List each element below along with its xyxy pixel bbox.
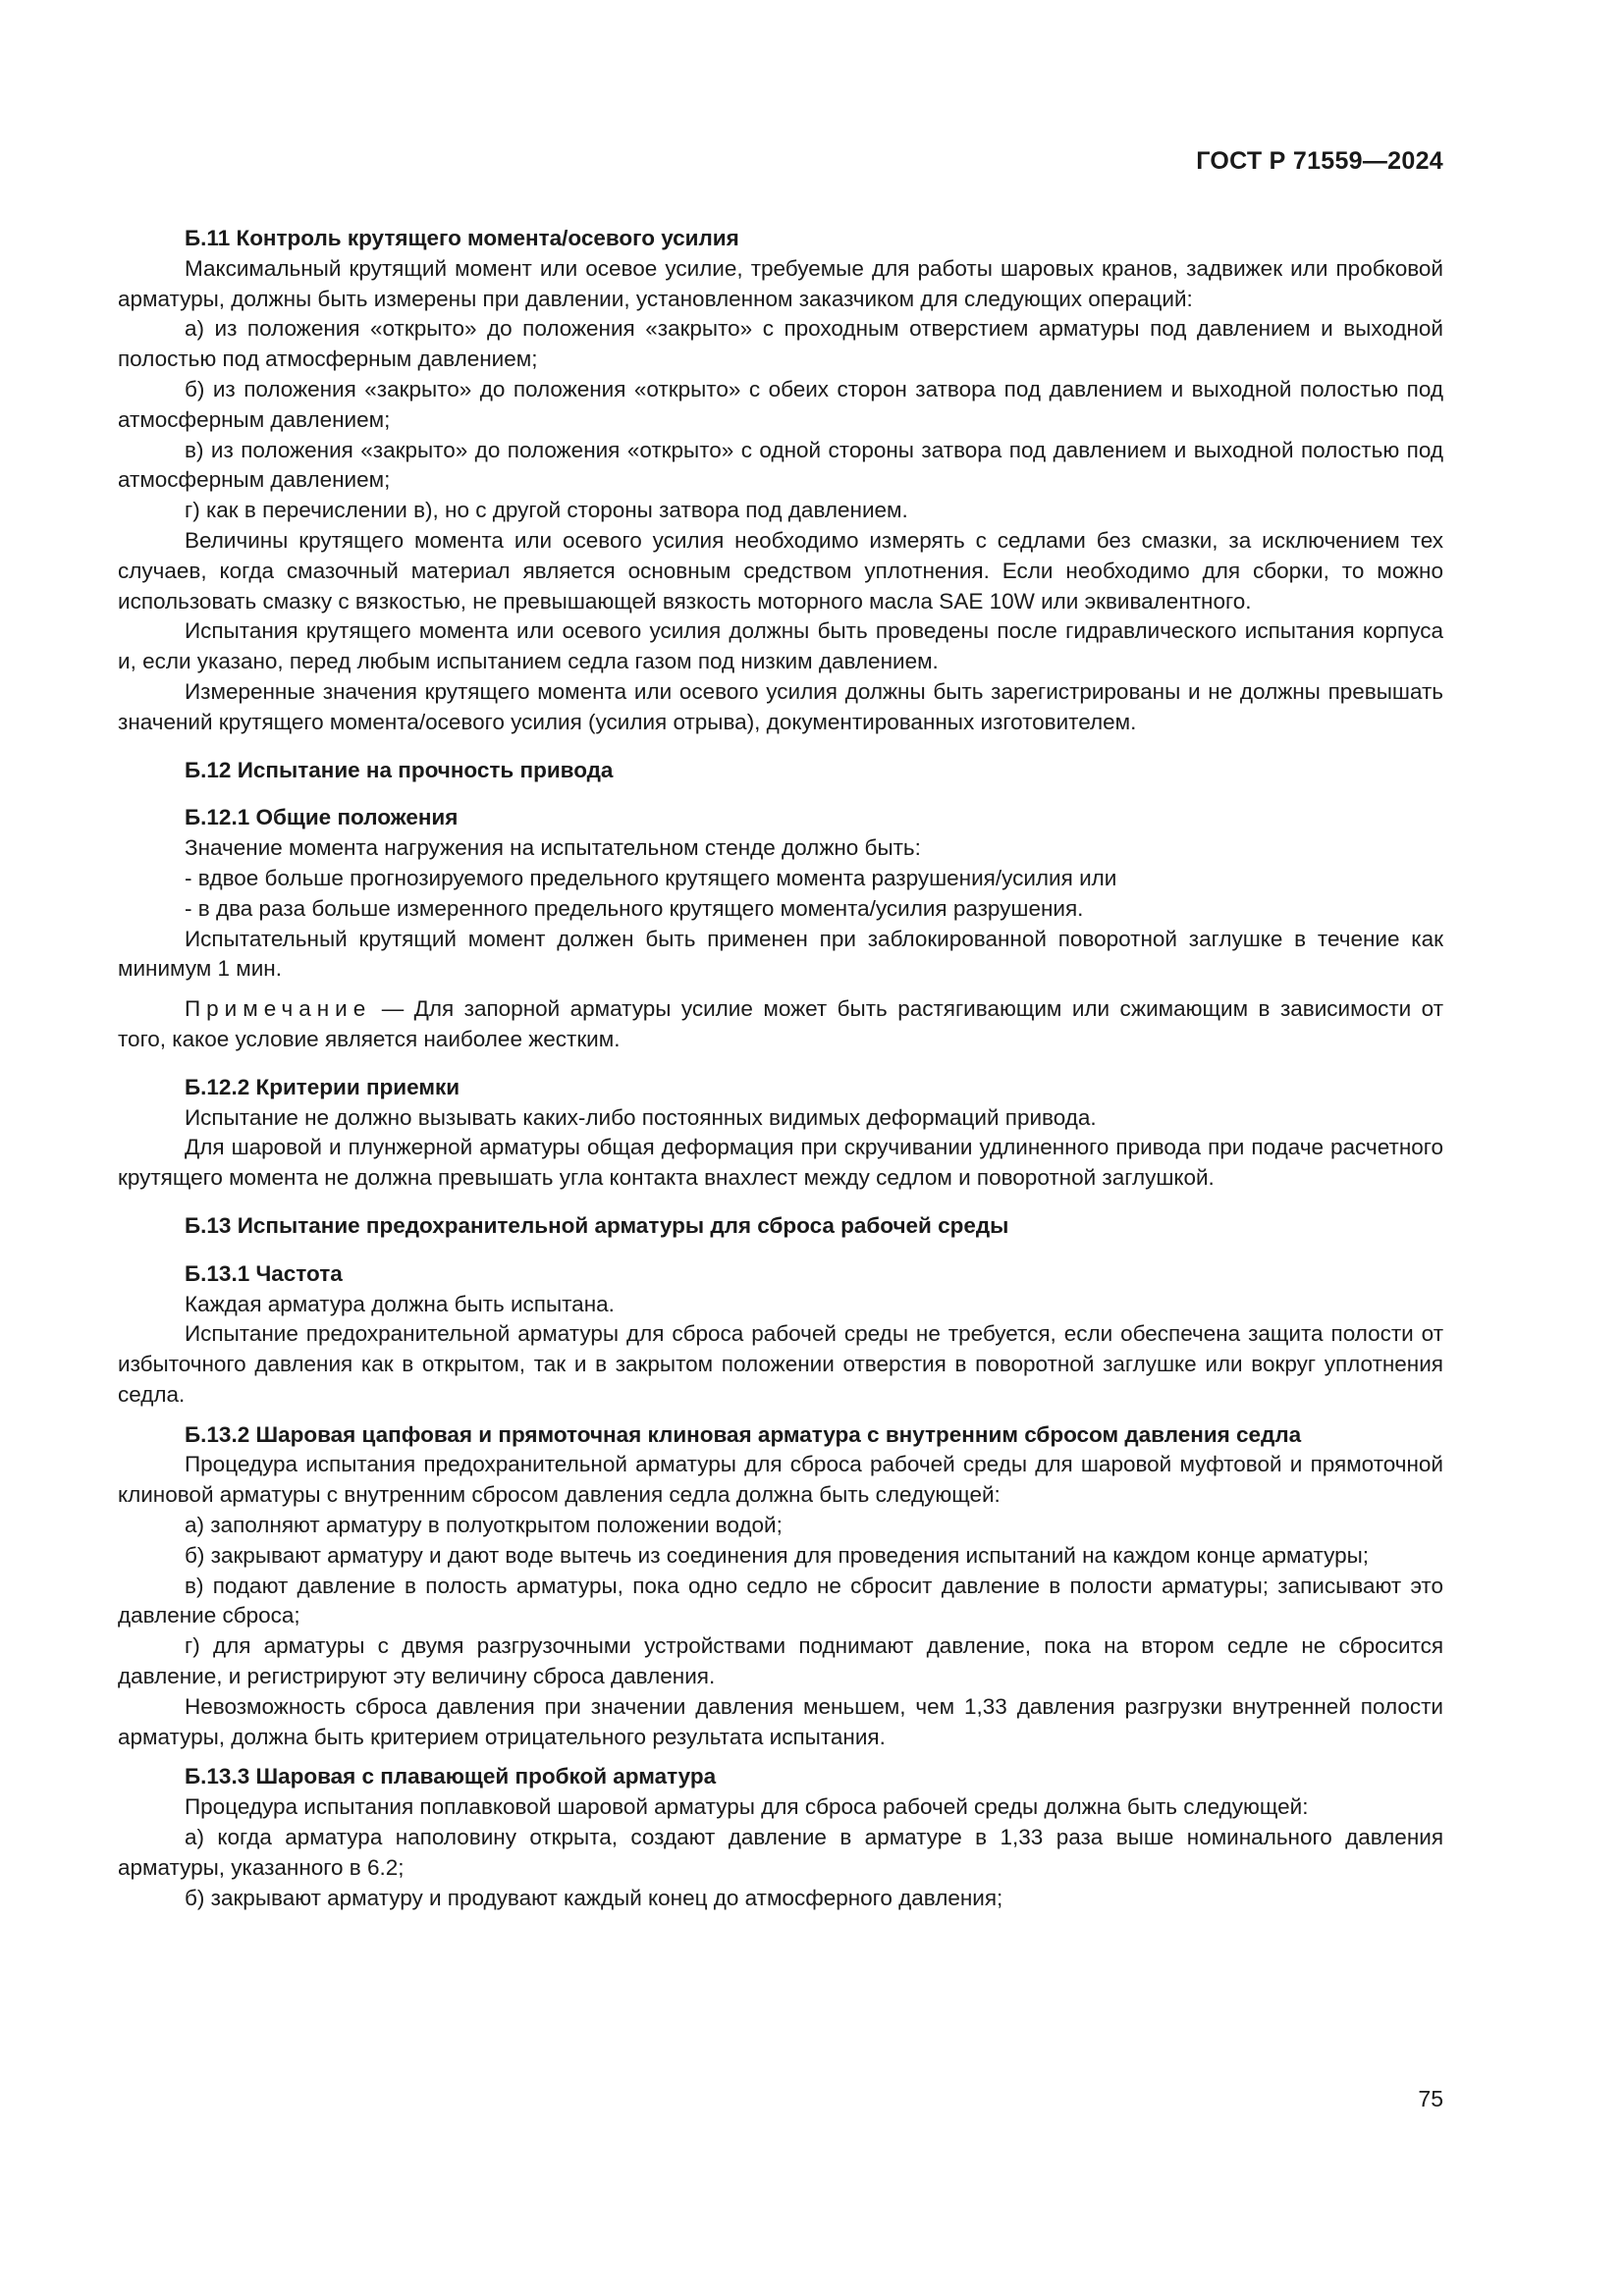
list-item: - в два раза больше измеренного предельного крутящего момента/усилия разрушения. (185, 895, 1084, 921)
note-label: Примечание (185, 996, 372, 1022)
note-text: — Для запорной арматуры усилие может быть растягивающим или сжимающим в зависимости от того, какое условие является наиболее жестким. (118, 996, 1443, 1051)
document-code-header: ГОСТ Р 71559—2024 (1196, 147, 1443, 175)
page-number: 75 (1418, 2086, 1443, 2111)
section-title-b11: Б.11 Контроль крутящего момента/осевого усилия (185, 226, 739, 250)
paragraph: Невозможность сброса давления при значении давления меньшем, чем 1,33 давления разгрузки внутренней полости арматуры, должна быть критерием отрицательного результата испытания. (118, 1693, 1443, 1749)
subsection-title-b13-1: Б.13.1 Частота (185, 1260, 343, 1286)
paragraph: Процедура испытания предохранительной арматуры для сброса рабочей среды для шаровой муфтовой и прямоточной клиновой арматуры с внутренним сбросом давления седла должна быть следующей: (118, 1452, 1443, 1508)
subsection-title-b12-1: Б.12.1 Общие положения (185, 805, 459, 830)
list-item: г) для арматуры с двумя разгрузочными устройствами поднимают давление, пока на втором седле не сбросится давление, и регистрируют эту величину сброса давления. (118, 1633, 1443, 1689)
subsection-title-b12-2: Б.12.2 Критерии приемки (185, 1074, 460, 1099)
paragraph: Значение момента нагружения на испытательном стенде должно быть: (185, 835, 921, 861)
paragraph: Процедура испытания поплавковой шаровой арматуры для сброса рабочей среды должна быть следующей: (185, 1794, 1309, 1820)
document-body (118, 224, 1443, 1913)
list-item: - вдвое больше прогнозируемого предельного крутящего момента разрушения/усилия или (185, 865, 1117, 890)
list-item: б) из положения «закрыто» до положения «открыто» с обеих сторон затвора под давлением и выходной полостью под атмосферным давлением; (118, 376, 1443, 432)
paragraph: Максимальный крутящий момент или осевое усилие, требуемые для работы шаровых кранов, задвижек или пробковой арматуры, должны быть измерены при давлении, установленном заказчиком для следующих операций: (118, 255, 1443, 311)
section-title-b13: Б.13 Испытание предохранительной арматуры для сброса рабочей среды (185, 1212, 1009, 1238)
paragraph: Испытания крутящего момента или осевого усилия должны быть проведены после гидравлического испытания корпуса и, если указано, перед любым испытанием седла газом под низким давлением. (118, 618, 1443, 674)
paragraph: Величины крутящего момента или осевого усилия необходимо измерять с седлами без смазки, за исключением тех случаев, когда смазочный материал является основным средством уплотнения. Если необходимо для сборки, то можно использовать смазку с вязкостью, не превышающей вязкость моторного масла SAE 10W или эквивалентного. (118, 527, 1443, 614)
paragraph: Для шаровой и плунжерной арматуры общая деформация при скручивании удлиненного привода при подаче расчетного крутящего момента не должна превышать угла контакта внахлест между седлом и поворотной заглушкой. (118, 1135, 1443, 1191)
list-item: б) закрывают арматуру и дают воде вытечь из соединения для проведения испытаний на каждом конце арматуры; (185, 1542, 1370, 1568)
list-item: г) как в перечислении в), но с другой стороны затвора под давлением. (185, 498, 908, 523)
list-item: в) подают давление в полость арматуры, пока одно седло не сбросит давление в полости арматуры; записывают это давление сброса; (118, 1573, 1443, 1629)
paragraph: Испытание не должно вызывать каких-либо постоянных видимых деформаций привода. (185, 1104, 1097, 1130)
list-item: а) из положения «открыто» до положения «закрыто» с проходным отверстием арматуры под давлением и выходной полостью под атмосферным давлением; (118, 316, 1443, 372)
paragraph: Испытание предохранительной арматуры для сброса рабочей среды не требуется, если обеспечена защита полости от избыточного давления как в открытом, так и в закрытом положении отверстия в поворотной заглушке или вокруг уплотнения седла. (118, 1321, 1443, 1407)
list-item: а) когда арматура наполовину открыта, создают давление в арматуре в 1,33 раза выше номинального давления арматуры, указанного в 6.2; (118, 1825, 1443, 1880)
paragraph: Измеренные значения крутящего момента или осевого усилия должны быть зарегистрированы и не должны превышать значений крутящего момента/осевого усилия (усилия отрыва), документированных изготовителем. (118, 678, 1443, 734)
list-item: б) закрывают арматуру и продувают каждый конец до атмосферного давления; (185, 1885, 1003, 1910)
list-item: в) из положения «закрыто» до положения «открыто» с одной стороны затвора под давлением и выходной полостью под атмосферным давлением; (118, 437, 1443, 493)
paragraph: Испытательный крутящий момент должен быть применен при заблокированной поворотной заглушке в течение как минимум 1 мин. (118, 926, 1443, 982)
paragraph: Каждая арматура должна быть испытана. (185, 1291, 615, 1316)
subsection-title-b13-2: Б.13.2 Шаровая цапфовая и прямоточная клиновая арматура с внутренним сбросом давления седла (185, 1421, 1302, 1447)
list-item: а) заполняют арматуру в полуоткрытом положении водой; (185, 1513, 783, 1538)
subsection-title-b13-3: Б.13.3 Шаровая с плавающей пробкой арматура (185, 1764, 717, 1789)
section-title-b12: Б.12 Испытание на прочность привода (185, 757, 614, 782)
note-paragraph (118, 994, 1443, 1055)
